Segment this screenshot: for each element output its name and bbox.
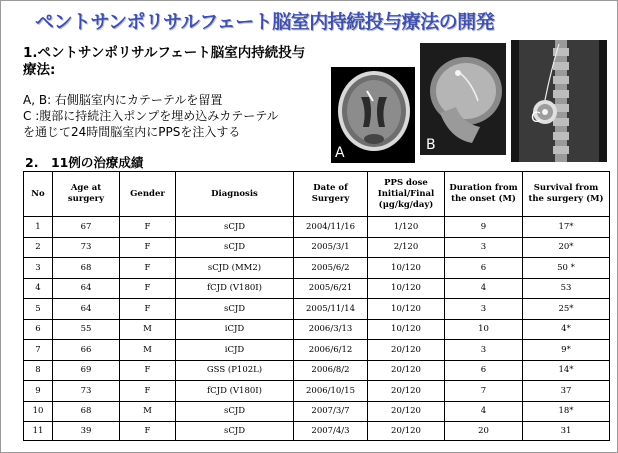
cell-pps: 10/120 — [368, 258, 445, 279]
header-age: Age at surgery — [53, 172, 120, 217]
cell-age: 73 — [53, 237, 120, 258]
cell-no: 5 — [24, 299, 53, 320]
header-no: No — [24, 172, 53, 217]
cell-diagnosis: sCJD — [176, 401, 294, 422]
table-row — [24, 360, 610, 381]
cell-date: 2005/3/1 — [294, 237, 368, 258]
cell-diagnosis: iCJD — [176, 319, 294, 340]
cell-pps: 20/120 — [368, 360, 445, 381]
table-header-row — [24, 172, 610, 217]
cell-no: 7 — [24, 340, 53, 361]
cell-age: 66 — [53, 340, 120, 361]
cell-duration: 9 — [445, 217, 523, 238]
cell-age: 39 — [53, 422, 120, 441]
cell-gender: F — [120, 278, 176, 299]
header-gender: Gender — [120, 172, 176, 217]
cell-survival: 17* — [523, 217, 610, 238]
cell-gender: F — [120, 299, 176, 320]
cell-no: 8 — [24, 360, 53, 381]
section1-heading — [23, 45, 323, 79]
cell-pps: 10/120 — [368, 319, 445, 340]
section2-heading: 2. 11例の治療成績 — [25, 155, 144, 170]
cell-diagnosis: fCJD (V180I) — [176, 381, 294, 402]
image-label-a: A — [335, 145, 345, 161]
cell-diagnosis: sCJD (MM2) — [176, 258, 294, 279]
cell-no: 2 — [24, 237, 53, 258]
table-row — [24, 258, 610, 279]
body-line-3: を通じて24時間脳室内にPPSを注入する — [23, 125, 241, 139]
table-row — [24, 401, 610, 422]
cell-date: 2006/8/2 — [294, 360, 368, 381]
header-date: Date of Surgery — [294, 172, 368, 217]
cell-duration: 4 — [445, 278, 523, 299]
table-row — [24, 422, 610, 441]
cell-gender: F — [120, 258, 176, 279]
cell-gender: M — [120, 401, 176, 422]
cell-duration: 4 — [445, 401, 523, 422]
cell-gender: F — [120, 217, 176, 238]
table-row — [24, 217, 610, 238]
cell-survival: 14* — [523, 360, 610, 381]
cell-age: 64 — [53, 278, 120, 299]
section1-heading-line2: 療法: — [23, 62, 56, 78]
image-label-b: B — [426, 137, 436, 153]
cell-survival: 20* — [523, 237, 610, 258]
table-row — [24, 237, 610, 258]
cell-date: 2006/6/12 — [294, 340, 368, 361]
cell-gender: F — [120, 360, 176, 381]
header-pps-dose: PPS dose Initial/Final (μg/kg/day) — [368, 172, 445, 217]
cell-age: 69 — [53, 360, 120, 381]
results-table — [23, 171, 610, 441]
cell-no: 6 — [24, 319, 53, 340]
cell-pps: 10/120 — [368, 278, 445, 299]
cell-no: 4 — [24, 278, 53, 299]
table-row — [24, 278, 610, 299]
cell-survival: 50 * — [523, 258, 610, 279]
cell-pps: 2/120 — [368, 237, 445, 258]
cell-date: 2006/3/13 — [294, 319, 368, 340]
section1-heading-line1: 1.ペントサンポリサルフェート脳室内持続投与 — [23, 45, 306, 61]
cell-date: 2005/6/21 — [294, 278, 368, 299]
cell-duration: 7 — [445, 381, 523, 402]
cell-no: 1 — [24, 217, 53, 238]
cell-duration: 20 — [445, 422, 523, 441]
cell-diagnosis: sCJD — [176, 237, 294, 258]
cell-pps: 20/120 — [368, 340, 445, 361]
cell-pps: 20/120 — [368, 381, 445, 402]
cell-diagnosis: sCJD — [176, 217, 294, 238]
skull-xray-image-b — [420, 43, 506, 155]
cell-age: 68 — [53, 258, 120, 279]
cell-duration: 3 — [445, 237, 523, 258]
cell-survival: 53 — [523, 278, 610, 299]
cell-diagnosis: fCJD (V180I) — [176, 278, 294, 299]
abdomen-xray-graphic — [511, 40, 607, 162]
cell-duration: 10 — [445, 319, 523, 340]
cell-age: 64 — [53, 299, 120, 320]
cell-survival: 37 — [523, 381, 610, 402]
image-label-c: C — [531, 110, 541, 126]
cell-survival: 31 — [523, 422, 610, 441]
cell-survival: 25* — [523, 299, 610, 320]
cell-no: 10 — [24, 401, 53, 422]
table-row — [24, 340, 610, 361]
cell-date: 2004/11/16 — [294, 217, 368, 238]
cell-no: 11 — [24, 422, 53, 441]
cell-survival: 9* — [523, 340, 610, 361]
cell-age: 67 — [53, 217, 120, 238]
header-survival: Survival from the surgery (M) — [523, 172, 610, 217]
cell-survival: 18* — [523, 401, 610, 422]
cell-diagnosis: GSS (P102L) — [176, 360, 294, 381]
cell-date: 2006/10/15 — [294, 381, 368, 402]
cell-gender: M — [120, 340, 176, 361]
cell-pps: 1/120 — [368, 217, 445, 238]
cell-gender: F — [120, 237, 176, 258]
cell-diagnosis: iCJD — [176, 340, 294, 361]
table-row — [24, 381, 610, 402]
body-line-1: A, B: 右側脳室内にカテーテルを留置 — [23, 93, 223, 107]
header-duration: Duration from the onset (M) — [445, 172, 523, 217]
cell-no: 3 — [24, 258, 53, 279]
cell-duration: 3 — [445, 340, 523, 361]
table-row — [24, 299, 610, 320]
slide-title: ペントサンポリサルフェート脳室内持続投与療法の開発 — [35, 11, 495, 33]
cell-no: 9 — [24, 381, 53, 402]
procedure-description — [23, 92, 333, 140]
cell-diagnosis: sCJD — [176, 422, 294, 441]
abdomen-xray-image-c — [511, 40, 607, 162]
cell-date: 2007/4/3 — [294, 422, 368, 441]
cell-diagnosis: sCJD — [176, 299, 294, 320]
cell-pps: 20/120 — [368, 422, 445, 441]
cell-age: 68 — [53, 401, 120, 422]
cell-date: 2007/3/7 — [294, 401, 368, 422]
cell-pps: 10/120 — [368, 299, 445, 320]
cell-duration: 3 — [445, 299, 523, 320]
table-row — [24, 319, 610, 340]
cell-date: 2005/11/14 — [294, 299, 368, 320]
ct-scan-image-a — [331, 67, 415, 163]
cell-gender: F — [120, 422, 176, 441]
cell-duration: 6 — [445, 258, 523, 279]
cell-duration: 6 — [445, 360, 523, 381]
cell-survival: 4* — [523, 319, 610, 340]
cell-age: 73 — [53, 381, 120, 402]
cell-age: 55 — [53, 319, 120, 340]
cell-gender: F — [120, 381, 176, 402]
cell-pps: 20/120 — [368, 401, 445, 422]
header-diagnosis: Diagnosis — [176, 172, 294, 217]
body-line-2: C :腹部に持続注入ポンプを埋め込みカテーテル — [23, 109, 279, 123]
cell-gender: M — [120, 319, 176, 340]
cell-date: 2005/6/2 — [294, 258, 368, 279]
